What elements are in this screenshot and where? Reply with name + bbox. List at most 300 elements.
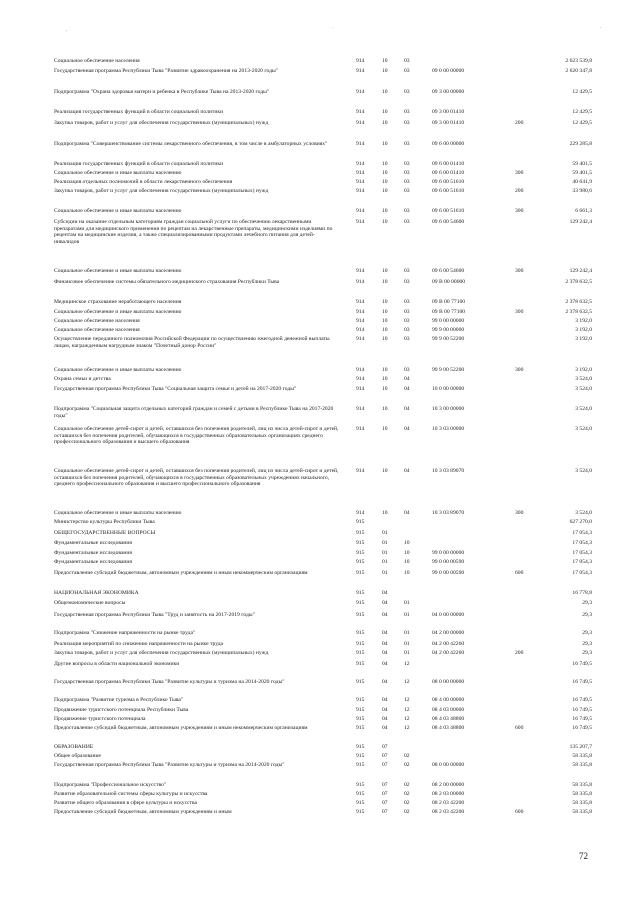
- row-target-article: 99 0 00 00590: [432, 570, 465, 576]
- row-subsection-code: 04: [404, 386, 410, 392]
- row-section-code: 10: [382, 109, 388, 115]
- row-section-code: 10: [382, 208, 388, 214]
- row-name: Государственная программа Республики Тыва "Труд и занятость на 2017-2019 годы": [54, 612, 255, 618]
- row-amount: 16 749,5: [572, 679, 592, 685]
- row-section-code: 10: [382, 89, 388, 95]
- row-name: Социальное обеспечение и иные выплаты населению: [54, 309, 182, 315]
- row-amount: 29,3: [582, 600, 592, 606]
- row-amount: 3 524,0: [575, 376, 592, 382]
- row-amount: 58 335,8: [572, 782, 592, 788]
- row-subsection-code: 01: [404, 630, 410, 636]
- row-section-code: 04: [382, 716, 388, 722]
- row-section-code: 04: [382, 600, 388, 606]
- row-section-code: 04: [382, 641, 388, 647]
- row-expense-type: 300: [515, 208, 524, 214]
- row-section-code: 10: [382, 376, 388, 382]
- row-admin-code: 914: [356, 141, 365, 147]
- row-section-code: 10: [382, 161, 388, 167]
- row-amount: 40 641,9: [572, 179, 592, 185]
- row-admin-code: 914: [356, 426, 365, 432]
- row-section-code: 07: [382, 782, 388, 788]
- row-subsection-code: 04: [404, 468, 410, 474]
- row-section-code: 04: [382, 650, 388, 656]
- row-target-article: 99 9 00 52200: [432, 367, 465, 373]
- row-subsection-code: 10: [404, 559, 410, 565]
- row-name: Государственная программа Республики Тыва "Социальная защита семьи и детей на 2017-2020 годы": [54, 386, 297, 392]
- row-name: Закупка товаров, работ и услуг для обеспечения государственных (муниципальных) нужд: [54, 120, 269, 126]
- row-target-article: 09 6 00 51610: [432, 208, 465, 214]
- row-expense-type: 600: [515, 570, 524, 576]
- row-name: Социальное обеспечение детей-сирот и детей, оставшихся без попечения родителей, лиц из числа детей-сирот и детей, оставшихся без попечения родителей, обучающихся в государственных образовательных организациях среднего профессионального образования и высшего образования: [54, 426, 339, 446]
- row-admin-code: 914: [356, 318, 365, 324]
- row-subsection-code: 03: [404, 68, 410, 74]
- row-subsection-code: 04: [404, 510, 410, 516]
- row-admin-code: 915: [356, 762, 365, 768]
- row-section-code: 01: [382, 550, 388, 556]
- row-target-article: 09 6 00 51610: [432, 179, 465, 185]
- row-target-article: 09 0 00 00000: [432, 68, 465, 74]
- row-amount: 135 207,7: [569, 744, 592, 750]
- row-amount: 3 192,0: [575, 336, 592, 342]
- row-target-article: 99 0 00 00590: [432, 559, 465, 565]
- row-section-code: 04: [382, 661, 388, 667]
- row-admin-code: 914: [356, 468, 365, 474]
- row-name: Социальное обеспечение населения: [54, 58, 140, 64]
- row-section-code: 07: [382, 800, 388, 806]
- row-name: Развитие общего образования в сфере культуры и искусства: [54, 800, 198, 806]
- row-name: Социальное обеспечение и иные выплаты населению: [54, 170, 182, 176]
- row-admin-code: 914: [356, 208, 365, 214]
- row-name: Социальное обеспечение населения: [54, 327, 140, 333]
- row-admin-code: 915: [356, 791, 365, 797]
- scan-speck: ': [66, 30, 68, 36]
- row-expense-type: 300: [515, 367, 524, 373]
- row-subsection-code: 10: [404, 540, 410, 546]
- row-name: Предоставление субсидий бюджетным, автономным учреждениям и иным некоммерческим организациям: [54, 725, 308, 731]
- row-section-code: 10: [382, 327, 388, 333]
- row-section-code: 01: [382, 570, 388, 576]
- row-target-article: 08 0 00 00000: [432, 679, 465, 685]
- row-subsection-code: 03: [404, 170, 410, 176]
- row-subsection-code: 02: [404, 762, 410, 768]
- row-amount: 2 378 632,5: [565, 299, 592, 305]
- row-target-article: 08 2 03 00000: [432, 791, 465, 797]
- row-name: Медицинское страхование неработающего населения: [54, 299, 182, 305]
- row-expense-type: 300: [515, 268, 524, 274]
- row-subsection-code: 03: [404, 299, 410, 305]
- row-expense-type: 600: [515, 725, 524, 731]
- scan-speck: .: [332, 24, 334, 30]
- row-admin-code: 914: [356, 386, 365, 392]
- row-section-code: 01: [382, 540, 388, 546]
- row-name: Подпрограмма "Развитие туризма в Республике Тыва": [54, 697, 184, 703]
- row-amount: 16 749,5: [572, 697, 592, 703]
- row-section-code: 10: [382, 309, 388, 315]
- row-amount: 3 524,0: [575, 426, 592, 432]
- row-subsection-code: 03: [404, 268, 410, 274]
- row-section-code: 10: [382, 120, 388, 126]
- row-name: Осуществление переданного полномочия Российской Федерации по осуществлению ежегодной денежной выплаты лицам, награжденным нагрудным знаком "Почетный донор России": [54, 336, 330, 349]
- row-amount: 16 749,5: [572, 661, 592, 667]
- row-subsection-code: 10: [404, 570, 410, 576]
- row-amount: 17 054,3: [572, 550, 592, 556]
- row-expense-type: 600: [515, 809, 524, 815]
- row-name: Субсидии на оказание отдельным категориям граждан социальной услуги по обеспечению лекарственными препаратами для медицинского применения по рецептам на лекарственные препараты, медицинскими изделиями по рецептам на медицинские изделия, а также специализированными продуктами лечебного питания для детей-инвалидов: [54, 219, 333, 245]
- row-admin-code: 915: [356, 800, 365, 806]
- row-target-article: 08 4 03 00000: [432, 707, 465, 713]
- row-target-article: 08 2 03 42200: [432, 809, 465, 815]
- row-admin-code: 915: [356, 744, 365, 750]
- row-expense-type: 300: [515, 510, 524, 516]
- row-target-article: 10 3 03 89070: [432, 510, 465, 516]
- row-target-article: 99 9 00 00000: [432, 327, 465, 333]
- row-admin-code: 915: [356, 716, 365, 722]
- row-target-article: 08 4 03 48800: [432, 716, 465, 722]
- row-subsection-code: 12: [404, 679, 410, 685]
- row-subsection-code: 03: [404, 208, 410, 214]
- row-name: Закупка товаров, работ и услуг для обеспечения государственных (муниципальных) нужд: [54, 188, 269, 194]
- row-admin-code: 915: [356, 559, 365, 565]
- row-section-code: 10: [382, 141, 388, 147]
- row-section-code: 04: [382, 697, 388, 703]
- row-section-code: 10: [382, 68, 388, 74]
- row-target-article: 10 3 03 00000: [432, 426, 465, 432]
- row-target-article: 04 2 00 00000: [432, 630, 465, 636]
- row-subsection-code: 02: [404, 791, 410, 797]
- row-admin-code: 914: [356, 68, 365, 74]
- row-name: Реализация государственных функций в области социальной политики: [54, 161, 224, 167]
- row-amount: 2 623 539,8: [565, 58, 592, 64]
- row-admin-code: 914: [356, 219, 365, 225]
- row-subsection-code: 12: [404, 697, 410, 703]
- row-name: Финансовое обеспечение системы обязательного медицинского страхования Республики Тыва: [54, 279, 280, 285]
- row-admin-code: 915: [356, 650, 365, 656]
- row-subsection-code: 03: [404, 89, 410, 95]
- row-subsection-code: 03: [404, 58, 410, 64]
- row-name: Социальное обеспечение и иные выплаты населению: [54, 367, 182, 373]
- row-admin-code: 915: [356, 519, 365, 525]
- row-section-code: 10: [382, 179, 388, 185]
- row-section-code: 01: [382, 559, 388, 565]
- row-amount: 16 778,8: [572, 590, 592, 596]
- row-amount: 3 524,0: [575, 386, 592, 392]
- row-target-article: 99 0 00 00000: [432, 550, 465, 556]
- row-amount: 17 054,3: [572, 540, 592, 546]
- row-name: Государственная программа Республики Тыва "Развитие здравоохранения на 2013-2020 годы": [54, 68, 279, 74]
- row-subsection-code: 01: [404, 600, 410, 606]
- row-name: Государственная программа Республики Тыва "Развитие культуры и туризма на 2014-2020 годы": [54, 679, 285, 685]
- row-name: Социальное обеспечение и иные выплаты населению: [54, 268, 182, 274]
- row-amount: 33 980,6: [572, 188, 592, 194]
- row-expense-type: 300: [515, 309, 524, 315]
- row-target-article: 09 3 00 00000: [432, 89, 465, 95]
- row-name: Реализация государственных функций в области социальной политики: [54, 109, 224, 115]
- row-section-code: 04: [382, 725, 388, 731]
- row-section-code: 10: [382, 170, 388, 176]
- row-target-article: 04 2 00 42260: [432, 650, 465, 656]
- row-amount: 17 054,3: [572, 559, 592, 565]
- row-name: Предоставление субсидий бюджетным, автономным учреждениям и иным: [54, 809, 232, 815]
- row-section-code: 04: [382, 612, 388, 618]
- row-subsection-code: 02: [404, 809, 410, 815]
- row-name: Фундаментальные исследования: [54, 540, 132, 546]
- row-section-code: 07: [382, 791, 388, 797]
- row-name: Фундаментальные исследования: [54, 559, 132, 565]
- scan-speck: .: [600, 24, 602, 30]
- row-name: Министерство культуры Республики Тыва: [54, 519, 155, 525]
- row-admin-code: 914: [356, 510, 365, 516]
- row-amount: 16 749,5: [572, 725, 592, 731]
- row-name: ОБЩЕГОСУДАРСТВЕННЫЕ ВОПРОСЫ: [54, 530, 156, 536]
- row-admin-code: 915: [356, 612, 365, 618]
- row-section-code: 04: [382, 630, 388, 636]
- row-admin-code: 914: [356, 299, 365, 305]
- row-target-article: 10 0 00 00000: [432, 386, 465, 392]
- row-target-article: 09 6 00 01410: [432, 170, 465, 176]
- row-target-article: 09 6 00 01410: [432, 161, 465, 167]
- row-admin-code: 914: [356, 268, 365, 274]
- row-target-article: 04 2 00 42260: [432, 641, 465, 647]
- row-subsection-code: 12: [404, 716, 410, 722]
- row-target-article: 09 6 00 54600: [432, 268, 465, 274]
- row-amount: 58 335,8: [572, 762, 592, 768]
- row-subsection-code: 12: [404, 725, 410, 731]
- row-subsection-code: 03: [404, 336, 410, 342]
- row-name: Другие вопросы в области национальной экономики: [54, 661, 180, 667]
- row-subsection-code: 04: [404, 376, 410, 382]
- row-amount: 58 335,8: [572, 809, 592, 815]
- row-admin-code: 914: [356, 170, 365, 176]
- row-expense-type: 200: [515, 120, 524, 126]
- row-name: Продвижение туристского потенциала Республики Тыва: [54, 707, 189, 713]
- row-amount: 6 661,3: [575, 208, 592, 214]
- row-target-article: 09 3 00 01410: [432, 109, 465, 115]
- row-section-code: 10: [382, 336, 388, 342]
- row-admin-code: 915: [356, 590, 365, 596]
- row-name: Реализация отдельных полномочий в области лекарственного обеспечения: [54, 179, 233, 185]
- row-amount: 129 242,4: [569, 268, 592, 274]
- row-section-code: 10: [382, 510, 388, 516]
- row-name: ОБРАЗОВАНИЕ: [54, 744, 94, 750]
- row-target-article: 99 9 00 52200: [432, 336, 465, 342]
- row-subsection-code: 03: [404, 318, 410, 324]
- row-section-code: 10: [382, 219, 388, 225]
- row-section-code: 07: [382, 762, 388, 768]
- row-section-code: 10: [382, 318, 388, 324]
- row-subsection-code: 01: [404, 641, 410, 647]
- row-amount: 2 378 632,5: [565, 279, 592, 285]
- row-subsection-code: 01: [404, 612, 410, 618]
- row-name: Охрана семьи и детства: [54, 376, 111, 382]
- row-admin-code: 915: [356, 530, 365, 536]
- row-amount: 129 242,4: [569, 219, 592, 225]
- row-section-code: 10: [382, 58, 388, 64]
- row-admin-code: 914: [356, 179, 365, 185]
- row-expense-type: 300: [515, 170, 524, 176]
- row-subsection-code: 04: [404, 426, 410, 432]
- row-admin-code: 914: [356, 367, 365, 373]
- row-section-code: 07: [382, 809, 388, 815]
- row-admin-code: 915: [356, 707, 365, 713]
- row-subsection-code: 03: [404, 279, 410, 285]
- row-target-article: 09 В 00 77100: [432, 299, 466, 305]
- row-amount: 3 192,0: [575, 318, 592, 324]
- row-name: Фундаментальные исследования: [54, 550, 132, 556]
- row-admin-code: 914: [356, 376, 365, 382]
- row-admin-code: 914: [356, 279, 365, 285]
- row-admin-code: 915: [356, 753, 365, 759]
- row-amount: 12 429,5: [572, 89, 592, 95]
- row-admin-code: 914: [356, 89, 365, 95]
- row-amount: 12 429,5: [572, 109, 592, 115]
- row-section-code: 04: [382, 707, 388, 713]
- row-amount: 16 749,5: [572, 716, 592, 722]
- row-amount: 17 054,3: [572, 530, 592, 536]
- row-admin-code: 915: [356, 809, 365, 815]
- row-subsection-code: 12: [404, 661, 410, 667]
- row-subsection-code: 03: [404, 161, 410, 167]
- row-name: Общеэкономические вопросы: [54, 600, 126, 606]
- row-amount: 29,3: [582, 641, 592, 647]
- row-amount: 29,3: [582, 650, 592, 656]
- row-amount: 58 335,8: [572, 791, 592, 797]
- row-subsection-code: 03: [404, 327, 410, 333]
- row-section-code: 04: [382, 590, 388, 596]
- row-amount: 29,3: [582, 612, 592, 618]
- row-admin-code: 914: [356, 406, 365, 412]
- row-admin-code: 915: [356, 600, 365, 606]
- row-admin-code: 914: [356, 120, 365, 126]
- row-subsection-code: 03: [404, 141, 410, 147]
- row-admin-code: 915: [356, 679, 365, 685]
- row-section-code: 10: [382, 468, 388, 474]
- row-target-article: 09 6 00 51610: [432, 188, 465, 194]
- row-name: Социальное обеспечение и иные выплаты населению: [54, 208, 182, 214]
- row-name: Закупка товаров, работ и услуг для обеспечения государственных (муниципальных) нужд: [54, 650, 269, 656]
- row-subsection-code: 03: [404, 179, 410, 185]
- row-section-code: 10: [382, 386, 388, 392]
- row-subsection-code: 03: [404, 120, 410, 126]
- row-subsection-code: 10: [404, 550, 410, 556]
- row-target-article: 09 6 00 54600: [432, 219, 465, 225]
- row-subsection-code: 03: [404, 309, 410, 315]
- row-amount: 12 429,5: [572, 120, 592, 126]
- row-amount: 3 524,0: [575, 510, 592, 516]
- row-target-article: 09 В 00 00000: [432, 279, 466, 285]
- row-subsection-code: 03: [404, 109, 410, 115]
- row-target-article: 08 2 03 42200: [432, 800, 465, 806]
- row-name: Социальное обеспечение и иные выплаты населению: [54, 510, 182, 516]
- row-subsection-code: 12: [404, 707, 410, 713]
- row-amount: 58 335,8: [572, 800, 592, 806]
- row-amount: 2 620 347,8: [565, 68, 592, 74]
- row-amount: 3 192,0: [575, 367, 592, 373]
- row-amount: 3 192,0: [575, 327, 592, 333]
- row-section-code: 01: [382, 530, 388, 536]
- row-target-article: 09 В 00 77100: [432, 309, 466, 315]
- row-section-code: 04: [382, 679, 388, 685]
- row-admin-code: 915: [356, 725, 365, 731]
- row-name: Продвижение туристского потенциала: [54, 716, 146, 722]
- row-name: Подпрограмма "Совершенствование системы лекарственного обеспечения, в том числе в амбулаторных условиях": [54, 141, 328, 147]
- row-subsection-code: 02: [404, 800, 410, 806]
- row-admin-code: 915: [356, 641, 365, 647]
- row-target-article: 04 0 00 00000: [432, 612, 465, 618]
- row-section-code: 10: [382, 426, 388, 432]
- row-section-code: 07: [382, 744, 388, 750]
- row-amount: 2 378 632,5: [565, 309, 592, 315]
- row-amount: 16 749,5: [572, 707, 592, 713]
- row-subsection-code: 03: [404, 219, 410, 225]
- row-amount: 17 054,3: [572, 570, 592, 576]
- row-admin-code: 914: [356, 58, 365, 64]
- row-name: Подпрограмма "Профессиональное искусство": [54, 782, 167, 788]
- row-name: Государственная программа Республики Тыва "Развитие культуры и туризма на 2014-2020 годы": [54, 762, 285, 768]
- row-name: Общее образование: [54, 753, 101, 759]
- row-target-article: 08 0 00 00000: [432, 762, 465, 768]
- row-subsection-code: 02: [404, 782, 410, 788]
- row-amount: 229 285,8: [569, 141, 592, 147]
- row-name: Реализация мероприятий по снижению напряженности на рынке труда: [54, 641, 224, 647]
- row-name: Подпрограмма "Снижение напряженности на рынке труда": [54, 630, 196, 636]
- row-target-article: 08 2 00 00000: [432, 782, 465, 788]
- row-subsection-code: 02: [404, 753, 410, 759]
- row-section-code: 10: [382, 367, 388, 373]
- row-admin-code: 914: [356, 309, 365, 315]
- row-name: Подпрограмма "Социальная защита отдельных категорий граждан и семей с детьми в Республике Тыва на 2017-2020 годы": [54, 406, 334, 419]
- row-section-code: 10: [382, 299, 388, 305]
- row-target-article: 08 4 00 00000: [432, 697, 465, 703]
- row-amount: 58 335,8: [572, 753, 592, 759]
- row-name: Развитие образовательной системы сферы культуры и искусства: [54, 791, 208, 797]
- row-target-article: 08 4 03 48800: [432, 725, 465, 731]
- row-admin-code: 915: [356, 661, 365, 667]
- row-amount: 59 401,5: [572, 161, 592, 167]
- row-admin-code: 915: [356, 540, 365, 546]
- row-name: Предоставление субсидий бюджетным, автономным учреждениям и иным некоммерческим организациям: [54, 570, 308, 576]
- row-name: Подпрограмма "Охрана здоровья матери и ребенка в Республике Тыва на 2013-2020 годы": [54, 89, 270, 95]
- row-admin-code: 914: [356, 188, 365, 194]
- row-subsection-code: 03: [404, 188, 410, 194]
- row-subsection-code: 03: [404, 367, 410, 373]
- row-name: Социальное обеспечение населения: [54, 318, 140, 324]
- row-amount: 59 401,5: [572, 170, 592, 176]
- row-target-article: 10 3 00 00000: [432, 406, 465, 412]
- row-admin-code: 914: [356, 109, 365, 115]
- row-expense-type: 200: [515, 188, 524, 194]
- row-target-article: 09 6 00 00000: [432, 141, 465, 147]
- row-section-code: 10: [382, 279, 388, 285]
- row-admin-code: 915: [356, 630, 365, 636]
- row-section-code: 10: [382, 268, 388, 274]
- row-admin-code: 914: [356, 327, 365, 333]
- row-expense-type: 200: [515, 650, 524, 656]
- row-amount: 3 524,0: [575, 468, 592, 474]
- row-admin-code: 915: [356, 550, 365, 556]
- row-amount: 29,3: [582, 630, 592, 636]
- row-amount: 3 524,0: [575, 406, 592, 412]
- row-amount: 627 270,0: [569, 519, 592, 525]
- row-target-article: 99 0 00 00000: [432, 318, 465, 324]
- row-admin-code: 915: [356, 782, 365, 788]
- row-name: НАЦИОНАЛЬНАЯ ЭКОНОМИКА: [54, 590, 139, 596]
- page-number: 72: [579, 851, 588, 861]
- row-section-code: 07: [382, 753, 388, 759]
- row-subsection-code: 01: [404, 650, 410, 656]
- row-target-article: 10 3 03 89070: [432, 468, 465, 474]
- row-name: Социальное обеспечение детей-сирот и детей, оставшихся без попечения родителей, лиц из числа детей-сирот и детей, оставшихся без попечения родителей, обучающихся в государственных образовательных учреждениях начального, среднего профессионального образования и высшего профессионального образования: [54, 468, 339, 488]
- row-admin-code: 914: [356, 161, 365, 167]
